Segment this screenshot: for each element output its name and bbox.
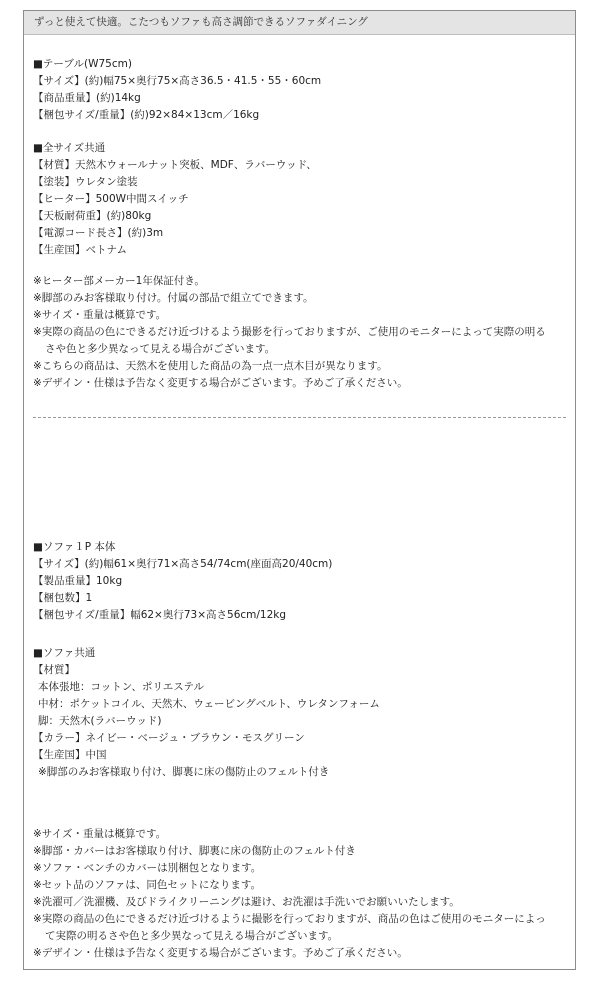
spec-panel — [23, 10, 576, 970]
sofa-common-heading: ■ソファ共通 — [33, 647, 96, 659]
common-spec-material: 【材質】天然木ウォールナット突板、MDF、ラバーウッド、 — [33, 159, 317, 171]
table-spec-weight: 【商品重量】(約)14kg — [33, 92, 141, 104]
table-note: ※ヒーター部メーカー1年保証付き。 — [33, 275, 205, 287]
table-note: さや色と多少異なって見える場合がございます。 — [45, 343, 276, 355]
sofa-spec-count: 【梱包数】1 — [33, 592, 93, 604]
common-spec-section — [33, 140, 569, 259]
sofa-note: ※セット品のソファは、同色セットになります。 — [33, 879, 262, 891]
sofa-material-item: 脚：天然木(ラバーウッド) — [38, 715, 162, 727]
sofa-assembly-note: ※脚部のみお客様取り付け、脚裏に床の傷防止のフェルト付き — [38, 766, 330, 778]
panel-header: ずっと使えて快適。こたつもソファも高さ調節できるソファダイニング — [24, 11, 575, 35]
common-spec-load: 【天板耐荷重】(約)80kg — [33, 210, 152, 222]
table-note: ※脚部のみお客様取り付け。付属の部品で組立てできます。 — [33, 292, 314, 304]
table-note: ※サイズ・重量は概算です。 — [33, 309, 167, 321]
dashed-divider — [33, 417, 566, 418]
sofa-common-section — [33, 645, 569, 781]
sofa-spec-weight: 【製品重量】10kg — [33, 575, 123, 587]
sofa-spec-package: 【梱包サイズ/重量】幅62×奥行73×高さ56cm/12kg — [33, 609, 287, 621]
table-spec-heading: ■テーブル(W75cm) — [33, 58, 132, 70]
sofa-spec-section — [33, 539, 569, 624]
sofa-material-item: 中材：ポケットコイル、天然木、ウェービングベルト、ウレタンフォーム — [38, 698, 380, 710]
table-spec-package: 【梱包サイズ/重量】(約)92×84×13cm／16kg — [33, 109, 260, 121]
sofa-notes-section — [33, 826, 569, 962]
sofa-note: ※脚部・カバーはお客様取り付け、脚裏に床の傷防止のフェルト付き — [33, 845, 356, 857]
sofa-note: て実際の明るさや色と多少異なって見える場合がございます。 — [45, 930, 339, 942]
sofa-material-label: 【材質】 — [33, 664, 75, 676]
common-spec-finish: 【塗装】ウレタン塗装 — [33, 176, 138, 188]
sofa-spec-size: 【サイズ】(約)幅61×奥行71×高さ54/74cm(座面高20/40cm) — [33, 558, 333, 570]
table-note: ※実際の商品の色にできるだけ近づけるよう撮影を行っておりますが、ご使用のモニターによって実際の明る — [33, 326, 546, 338]
sofa-note: ※サイズ・重量は概算です。 — [33, 828, 167, 840]
common-spec-heading: ■全サイズ共通 — [33, 142, 106, 154]
common-spec-heater: 【ヒーター】500W中間スイッチ — [33, 193, 189, 205]
table-spec-section — [33, 56, 569, 124]
sofa-note: ※ソファ・ベンチのカバーは別梱包となります。 — [33, 862, 262, 874]
table-note: ※こちらの商品は、天然木を使用した商品の為一点一点木目が異なります。 — [33, 360, 388, 372]
sofa-color: 【カラー】ネイビー・ベージュ・ブラウン・モスグリーン — [33, 732, 305, 744]
sofa-origin: 【生産国】中国 — [33, 749, 107, 761]
sofa-note: ※洗濯可／洗濯機、及びドライクリーニングは避け、お洗濯は手洗いでお願いいたします。 — [33, 896, 460, 908]
common-spec-cord: 【電源コード長さ】(約)3m — [33, 227, 164, 239]
sofa-note: ※実際の商品の色にできるだけ近づけるように撮影を行っておりますが、商品の色はご使用のモニターによっ — [33, 913, 546, 925]
table-notes-section — [33, 273, 569, 392]
table-note: ※デザイン・仕様は予告なく変更する場合がございます。予めご了承ください。 — [33, 377, 408, 389]
table-spec-size: 【サイズ】(約)幅75×奥行75×高さ36.5・41.5・55・60cm — [33, 75, 322, 87]
sofa-spec-heading: ■ソファ１P 本体 — [33, 541, 116, 553]
sofa-note: ※デザイン・仕様は予告なく変更する場合がございます。予めご了承ください。 — [33, 947, 408, 959]
sofa-material-item: 本体張地：コットン、ポリエステル — [38, 681, 205, 693]
common-spec-origin: 【生産国】ベトナム — [33, 244, 127, 256]
